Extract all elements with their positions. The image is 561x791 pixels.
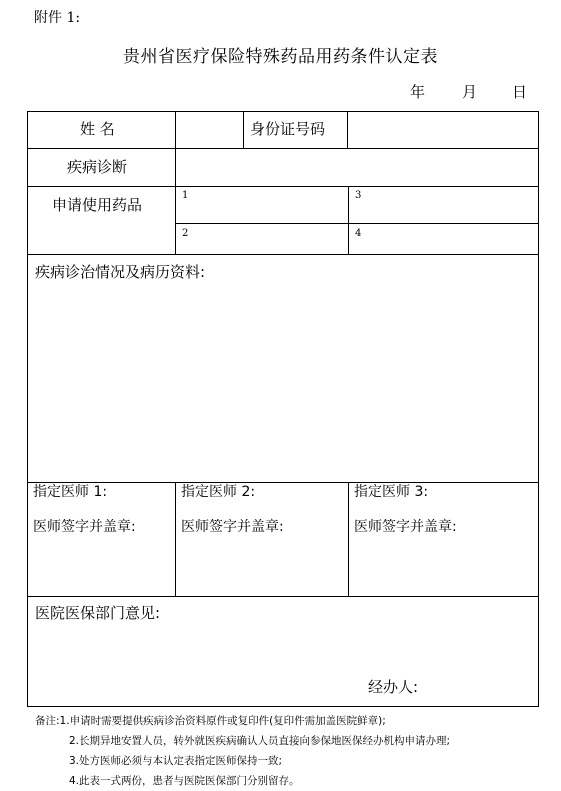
diagnosis-label: 疾病诊断	[67, 158, 128, 176]
row-divider	[175, 223, 538, 224]
date-day-label: 日	[512, 83, 528, 101]
note-item: 3.处方医师必须与本认定表指定医师保持一致;	[69, 755, 283, 767]
attachment-label: 附件 1:	[34, 10, 81, 26]
col-divider	[175, 482, 176, 596]
date-year-label: 年	[410, 83, 426, 101]
doctor-2-label: 指定医师 2:	[181, 484, 256, 500]
notes-section	[35, 711, 450, 791]
drug-slot-2: 2	[182, 228, 189, 239]
medical-history-label: 疾病诊治情况及病历资料:	[35, 263, 206, 281]
row-divider	[28, 596, 538, 597]
row-divider	[28, 186, 538, 187]
col-divider	[175, 148, 176, 254]
row-divider	[28, 148, 538, 149]
handler-label: 经办人:	[368, 678, 419, 696]
drug-slot-3: 3	[355, 190, 362, 201]
insurance-dept-opinion-label: 医院医保部门意见:	[35, 604, 161, 622]
note-item: 1.申请时需要提供疾病诊治资料原件或复印件(复印件需加盖医院鲜章);	[59, 715, 386, 727]
col-divider	[348, 482, 349, 596]
id-number-label: 身份证号码	[250, 120, 326, 138]
note-item: 4.此表一式两份，患者与医院医保部门分别留存。	[69, 775, 300, 787]
col-divider	[347, 112, 348, 148]
date-month-label: 月	[462, 83, 478, 101]
doctor-1-label: 指定医师 1:	[33, 484, 108, 500]
drug-label: 申请使用药品	[52, 196, 143, 214]
col-divider	[348, 186, 349, 254]
doctor-2-sign-label: 医师签字并盖章:	[181, 519, 284, 535]
doctor-3-label: 指定医师 3:	[354, 484, 429, 500]
notes-prefix: 备注:	[35, 715, 60, 727]
doctor-1-sign-label: 医师签字并盖章:	[33, 519, 136, 535]
drug-slot-4: 4	[355, 228, 362, 239]
col-divider	[175, 112, 176, 148]
drug-slot-1: 1	[182, 190, 189, 201]
row-divider	[28, 254, 538, 255]
certification-form-table	[27, 111, 539, 707]
row-divider	[28, 482, 538, 483]
note-item: 2.长期异地安置人员，转外就医疾病确认人员直接向参保地医保经办机构申请办理;	[69, 735, 451, 747]
page-title: 贵州省医疗保险特殊药品用药条件认定表	[123, 47, 438, 67]
col-divider	[243, 112, 244, 148]
doctor-3-sign-label: 医师签字并盖章:	[354, 519, 457, 535]
name-label: 姓 名	[80, 120, 115, 138]
